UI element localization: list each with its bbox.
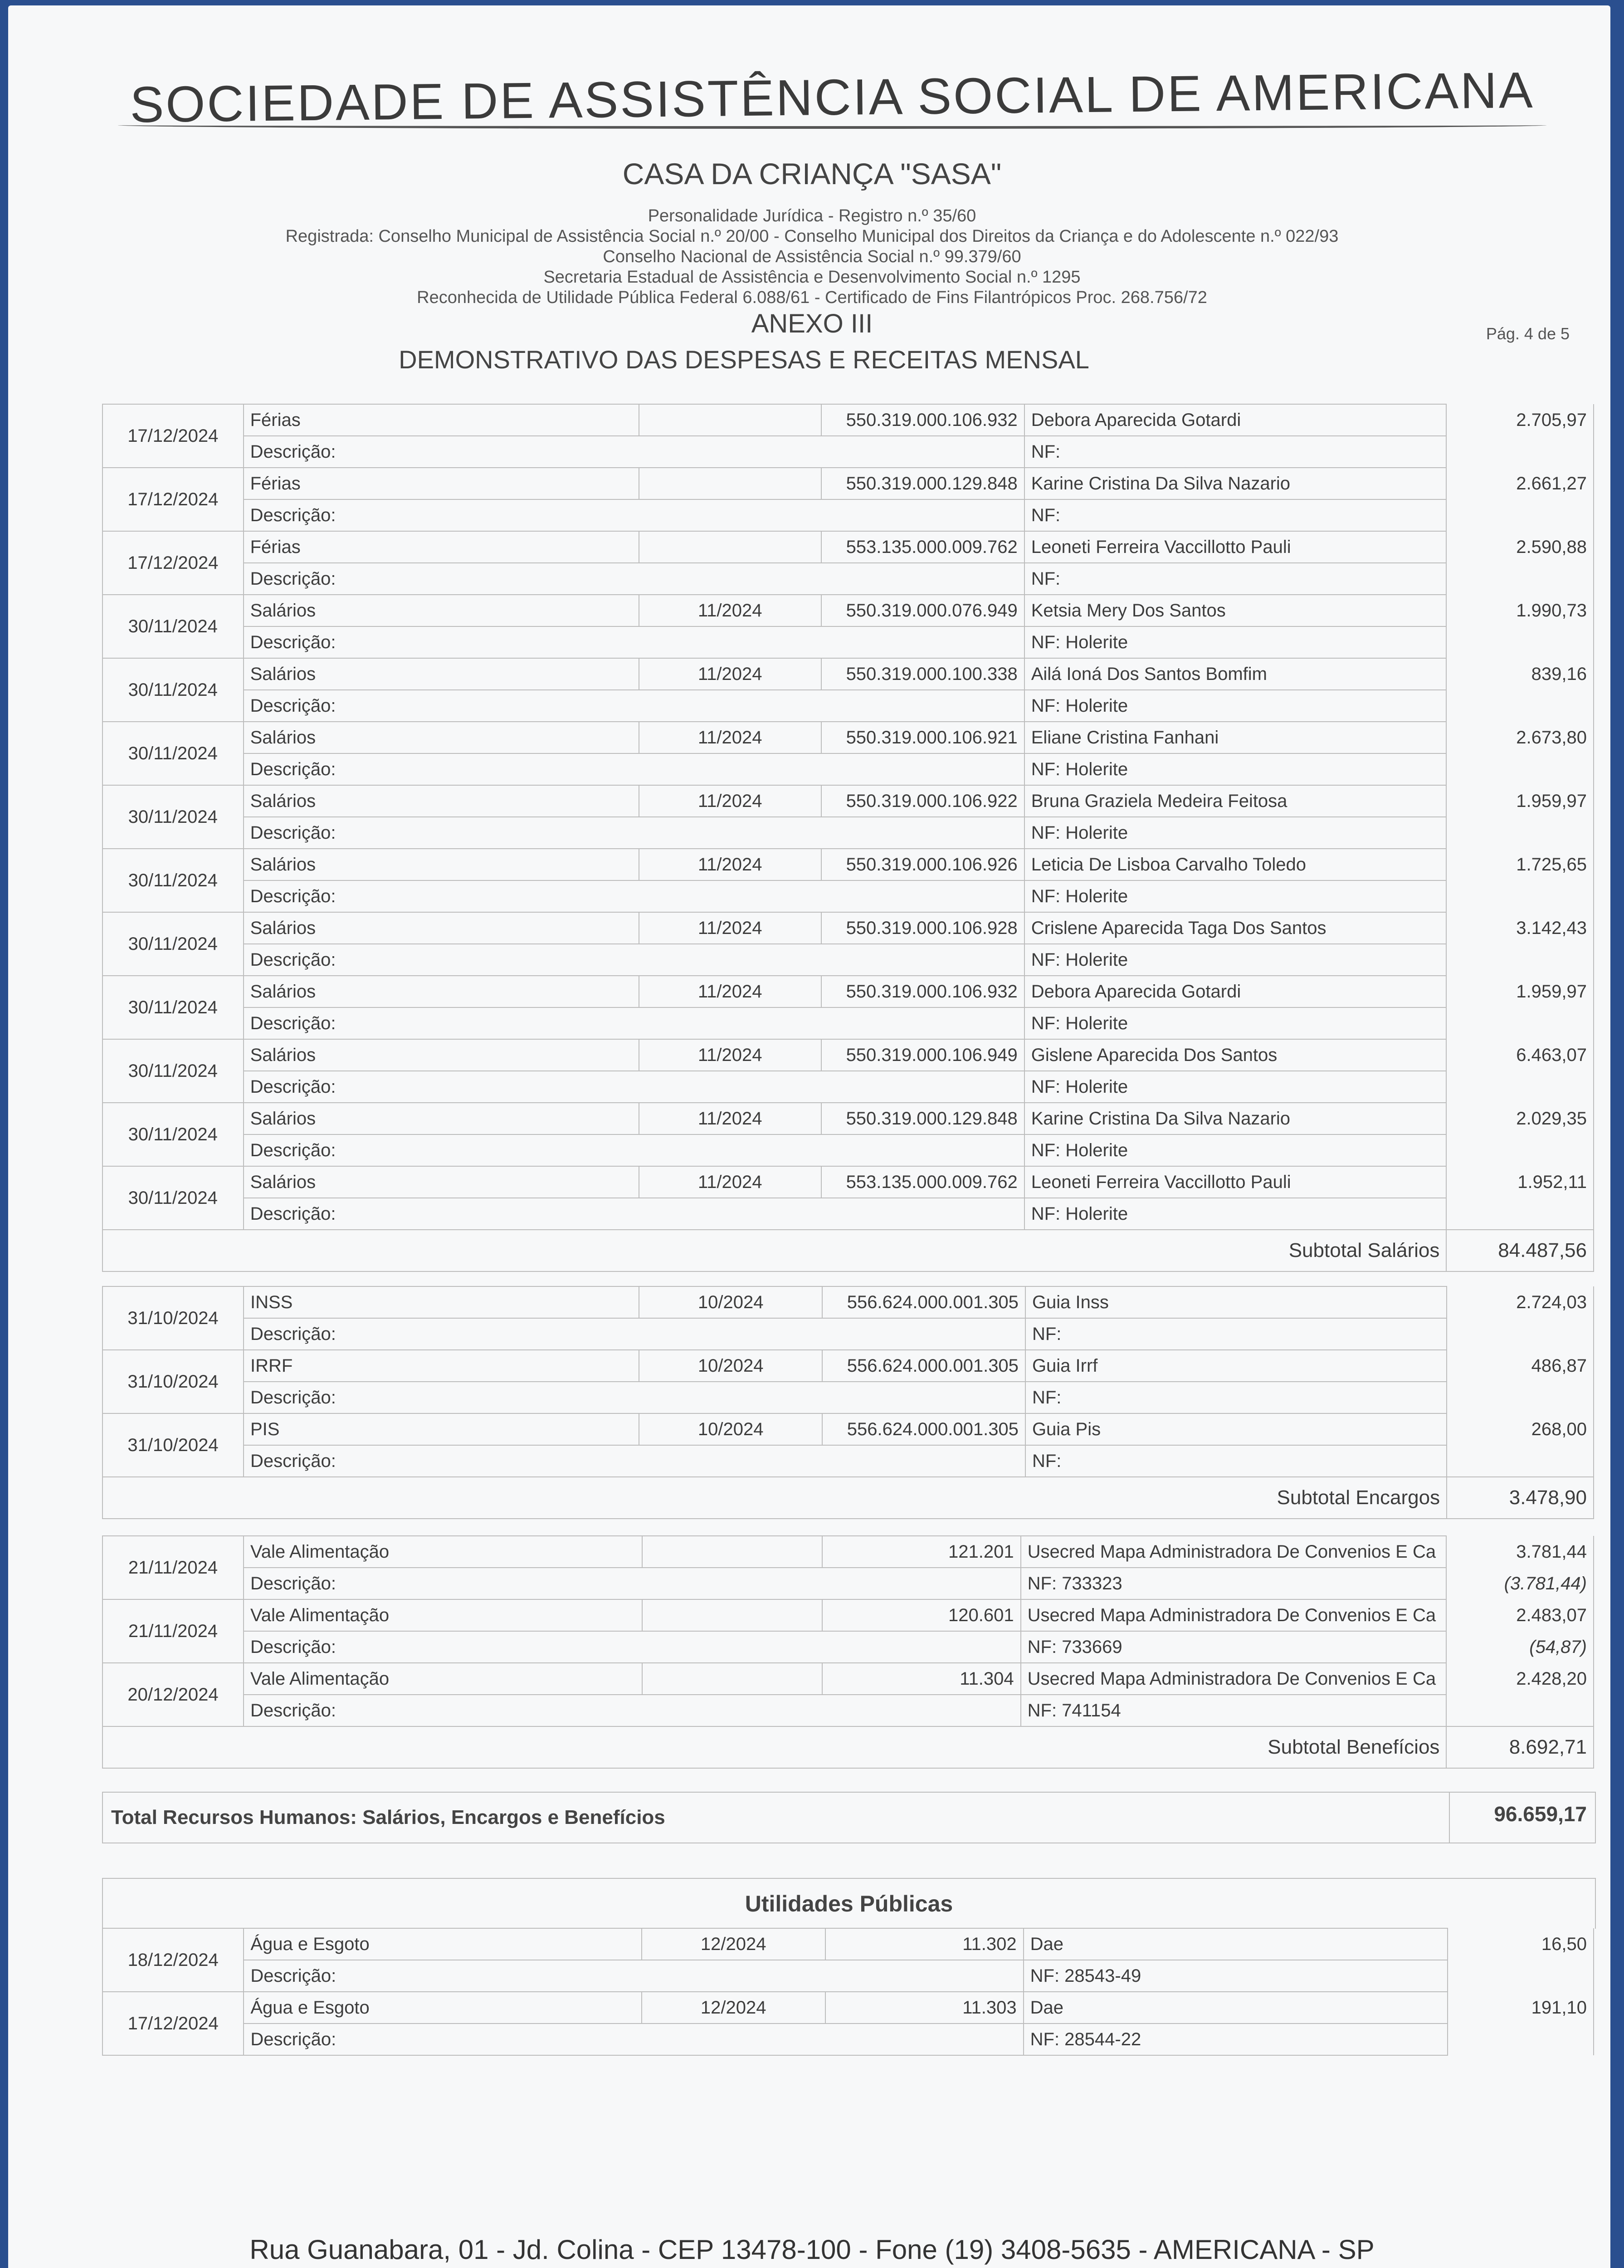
row-nf: NF: Holerite <box>1024 1007 1447 1039</box>
row-document: 550.319.000.106.932 <box>821 404 1024 436</box>
row-category: Salários <box>244 658 639 690</box>
row-adjustment <box>1446 436 1594 468</box>
row-descricao-label: Descrição: <box>244 1568 1021 1599</box>
table-row <box>102 785 1594 817</box>
table-row <box>102 1286 1594 1318</box>
row-adjustment <box>1446 880 1594 912</box>
organization-name: SOCIEDADE DE ASSISTÊNCIA SOCIAL DE AMERICANA <box>129 61 1535 133</box>
utilidades-title: Utilidades Públicas <box>102 1878 1596 1929</box>
row-adjustment <box>1447 1318 1594 1350</box>
row-competencia <box>639 531 821 563</box>
row-value: 839,16 <box>1446 658 1594 690</box>
table-row-detail <box>102 880 1594 912</box>
row-date: 17/12/2024 <box>102 468 244 531</box>
salarios-table <box>102 404 1594 1272</box>
table-row <box>102 1663 1594 1695</box>
subtotal-value: 8.692,71 <box>1446 1726 1594 1768</box>
row-date: 30/11/2024 <box>102 595 244 658</box>
row-date: 20/12/2024 <box>102 1663 244 1726</box>
table-row <box>102 1536 1594 1568</box>
table-row <box>102 976 1594 1007</box>
row-category: Salários <box>244 1039 639 1071</box>
footer-address: Rua Guanabara, 01 - Jd. Colina - CEP 13478-100 - Fone (19) 3408-5635 - AMERICANA - SP <box>249 2234 1375 2265</box>
row-category: PIS <box>244 1413 639 1445</box>
row-nf: NF: Holerite <box>1024 626 1447 658</box>
row-adjustment: (3.781,44) <box>1446 1568 1594 1599</box>
row-nf: NF: <box>1025 1382 1447 1413</box>
row-adjustment <box>1447 1382 1594 1413</box>
row-competencia: 11/2024 <box>639 1039 821 1071</box>
table-row-detail <box>102 499 1594 531</box>
row-category: Salários <box>244 1166 639 1198</box>
row-adjustment <box>1446 1695 1594 1726</box>
table-row-detail <box>102 1198 1594 1230</box>
row-document: 550.319.000.129.848 <box>821 1103 1024 1134</box>
row-category: Vale Alimentação <box>244 1536 642 1568</box>
table-row <box>102 595 1594 626</box>
row-descricao-label: Descrição: <box>244 880 1024 912</box>
table-row-detail <box>102 1960 1594 1992</box>
row-nf: NF: 28544-22 <box>1024 2024 1448 2055</box>
table-row <box>102 1350 1594 1382</box>
casa-title: CASA DA CRIANÇA "SASA" <box>622 157 1002 191</box>
row-category: Férias <box>244 468 639 499</box>
subtotal-label: Subtotal Benefícios <box>102 1726 1446 1768</box>
row-descricao-label: Descrição: <box>244 563 1024 595</box>
row-document: 550.319.000.129.848 <box>821 468 1024 499</box>
row-adjustment <box>1446 626 1594 658</box>
row-name: Usecred Mapa Administradora De Convenios E Ca <box>1021 1663 1447 1695</box>
total-value: 96.659,17 <box>1494 1802 1587 1826</box>
row-nf: NF: Holerite <box>1024 690 1447 722</box>
row-date: 30/11/2024 <box>102 785 244 849</box>
row-descricao-label: Descrição: <box>244 1382 1025 1413</box>
row-document: 120.601 <box>822 1599 1020 1631</box>
row-date: 21/11/2024 <box>102 1536 244 1599</box>
row-document: 550.319.000.106.949 <box>821 1039 1024 1071</box>
row-category: Salários <box>244 785 639 817</box>
row-value: 16,50 <box>1448 1928 1594 1960</box>
table-row <box>102 722 1594 753</box>
row-nf: NF: Holerite <box>1024 944 1447 976</box>
row-category: Água e Esgoto <box>244 1928 642 1960</box>
row-competencia: 11/2024 <box>639 722 821 753</box>
row-value: 2.590,88 <box>1446 531 1594 563</box>
row-descricao-label: Descrição: <box>244 1631 1021 1663</box>
row-nf: NF: <box>1024 563 1447 595</box>
row-name: Crislene Aparecida Taga Dos Santos <box>1024 912 1447 944</box>
subtotal-label: Subtotal Encargos <box>102 1477 1447 1519</box>
row-competencia: 11/2024 <box>639 976 821 1007</box>
row-adjustment <box>1446 499 1594 531</box>
row-competencia: 11/2024 <box>639 785 821 817</box>
table-row-detail <box>102 1134 1594 1166</box>
table-row <box>102 1992 1594 2024</box>
row-name: Leticia De Lisboa Carvalho Toledo <box>1024 849 1447 880</box>
row-competencia: 11/2024 <box>639 658 821 690</box>
row-value: 486,87 <box>1447 1350 1594 1382</box>
row-nf: NF: <box>1025 1318 1447 1350</box>
table-row-detail <box>102 1382 1594 1413</box>
table-row-detail <box>102 1631 1594 1663</box>
row-adjustment <box>1446 817 1594 849</box>
row-value: 2.673,80 <box>1446 722 1594 753</box>
row-descricao-label: Descrição: <box>244 1134 1024 1166</box>
table-row-detail <box>102 944 1594 976</box>
row-competencia: 12/2024 <box>642 1992 825 2024</box>
row-name: Karine Cristina Da Silva Nazario <box>1024 1103 1447 1134</box>
table-row <box>102 468 1594 499</box>
row-date: 17/12/2024 <box>102 531 244 595</box>
row-nf: NF: 28543-49 <box>1024 1960 1448 1992</box>
row-document: 121.201 <box>822 1536 1020 1568</box>
row-category: Salários <box>244 912 639 944</box>
table-row-detail <box>102 1445 1594 1477</box>
row-competencia <box>642 1599 822 1631</box>
row-competencia <box>639 468 821 499</box>
table-row-detail <box>102 1695 1594 1726</box>
table-row-detail <box>102 1318 1594 1350</box>
table-row-detail <box>102 563 1594 595</box>
row-name: Eliane Cristina Fanhani <box>1024 722 1447 753</box>
row-nf: NF: Holerite <box>1024 817 1447 849</box>
row-date: 31/10/2024 <box>102 1350 244 1413</box>
row-date: 17/12/2024 <box>102 1992 244 2055</box>
row-name: Leoneti Ferreira Vaccillotto Pauli <box>1024 531 1447 563</box>
table-row-detail <box>102 690 1594 722</box>
row-document: 553.135.000.009.762 <box>821 531 1024 563</box>
row-adjustment <box>1448 1960 1594 1992</box>
row-nf: NF: Holerite <box>1024 880 1447 912</box>
header-line-registrada: Registrada: Conselho Municipal de Assistência Social n.º 20/00 - Conselho Municipal dos Direitos da Criança e do Adolescente n.º 022/93 <box>285 227 1339 246</box>
row-competencia: 11/2024 <box>639 849 821 880</box>
header-line-cnas: Conselho Nacional de Assistência Social n.º 99.379/60 <box>603 247 1021 266</box>
row-value: 1.990,73 <box>1446 595 1594 626</box>
row-date: 31/10/2024 <box>102 1286 244 1350</box>
row-nf: NF: 733669 <box>1021 1631 1447 1663</box>
row-name: Usecred Mapa Administradora De Convenios E Ca <box>1021 1599 1447 1631</box>
total-divider <box>1449 1793 1450 1843</box>
row-descricao-label: Descrição: <box>244 1695 1021 1726</box>
row-date: 30/11/2024 <box>102 1039 244 1103</box>
row-document: 550.319.000.100.338 <box>821 658 1024 690</box>
row-descricao-label: Descrição: <box>244 1318 1025 1350</box>
row-name: Gislene Aparecida Dos Santos <box>1024 1039 1447 1071</box>
row-category: INSS <box>244 1286 639 1318</box>
row-value: 2.724,03 <box>1447 1286 1594 1318</box>
row-descricao-label: Descrição: <box>244 1198 1024 1230</box>
row-category: Férias <box>244 404 639 436</box>
row-document: 550.319.000.106.926 <box>821 849 1024 880</box>
row-name: Karine Cristina Da Silva Nazario <box>1024 468 1447 499</box>
row-nf: NF: Holerite <box>1024 1071 1447 1103</box>
row-adjustment <box>1446 1007 1594 1039</box>
row-name: Guia Inss <box>1025 1286 1447 1318</box>
row-value: 2.428,20 <box>1446 1663 1594 1695</box>
row-adjustment <box>1446 563 1594 595</box>
subtotal-row <box>102 1477 1594 1519</box>
row-value: 2.661,27 <box>1446 468 1594 499</box>
row-adjustment <box>1446 1198 1594 1230</box>
table-row-detail <box>102 753 1594 785</box>
row-date: 21/11/2024 <box>102 1599 244 1663</box>
row-nf: NF: Holerite <box>1024 1134 1447 1166</box>
header-line-utilidade: Reconhecida de Utilidade Pública Federal 6.088/61 - Certificado de Fins Filantrópicos Proc. 268.756/72 <box>417 288 1207 307</box>
row-value: 2.483,07 <box>1446 1599 1594 1631</box>
row-date: 31/10/2024 <box>102 1413 244 1477</box>
row-value: 1.959,97 <box>1446 976 1594 1007</box>
row-competencia <box>642 1536 822 1568</box>
row-competencia: 11/2024 <box>639 595 821 626</box>
row-competencia: 11/2024 <box>639 912 821 944</box>
row-date: 30/11/2024 <box>102 1103 244 1166</box>
row-name: Bruna Graziela Medeira Feitosa <box>1024 785 1447 817</box>
row-name: Dae <box>1024 1992 1448 2024</box>
subtotal-row <box>102 1726 1594 1768</box>
header-line-secretaria: Secretaria Estadual de Assistência e Desenvolvimento Social n.º 1295 <box>543 268 1081 287</box>
row-competencia <box>642 1663 822 1695</box>
row-date: 30/11/2024 <box>102 658 244 722</box>
subtotal-value: 3.478,90 <box>1447 1477 1594 1519</box>
row-value: 6.463,07 <box>1446 1039 1594 1071</box>
row-adjustment <box>1446 1071 1594 1103</box>
table-row <box>102 1599 1594 1631</box>
row-competencia: 12/2024 <box>642 1928 825 1960</box>
utilidades-table <box>102 1928 1594 2056</box>
header-line-registro: Personalidade Jurídica - Registro n.º 35/60 <box>648 206 976 225</box>
table-row-detail <box>102 2024 1594 2055</box>
row-name: Guia Irrf <box>1025 1350 1447 1382</box>
row-value: 2.029,35 <box>1446 1103 1594 1134</box>
row-document: 11.304 <box>822 1663 1020 1695</box>
row-value: 2.705,97 <box>1446 404 1594 436</box>
row-document: 556.624.000.001.305 <box>822 1413 1025 1445</box>
row-nf: NF: <box>1024 436 1447 468</box>
row-descricao-label: Descrição: <box>244 753 1024 785</box>
row-nf: NF: 733323 <box>1021 1568 1447 1599</box>
row-nf: NF: Holerite <box>1024 753 1447 785</box>
total-label: Total Recursos Humanos: Salários, Encargos e Benefícios <box>111 1806 665 1828</box>
row-category: Salários <box>244 722 639 753</box>
row-nf: NF: <box>1025 1445 1447 1477</box>
row-descricao-label: Descrição: <box>244 1445 1025 1477</box>
page-number: Pág. 4 de 5 <box>1486 324 1570 343</box>
row-adjustment <box>1446 1134 1594 1166</box>
total-recursos-humanos <box>102 1792 1596 1843</box>
table-row-detail <box>102 1568 1594 1599</box>
row-nf: NF: Holerite <box>1024 1198 1447 1230</box>
row-date: 30/11/2024 <box>102 849 244 912</box>
row-document: 11.303 <box>825 1992 1024 2024</box>
table-row <box>102 1166 1594 1198</box>
row-descricao-label: Descrição: <box>244 690 1024 722</box>
row-descricao-label: Descrição: <box>244 944 1024 976</box>
row-date: 30/11/2024 <box>102 976 244 1039</box>
row-descricao-label: Descrição: <box>244 817 1024 849</box>
table-row <box>102 658 1594 690</box>
row-category: Água e Esgoto <box>244 1992 642 2024</box>
row-descricao-label: Descrição: <box>244 1071 1024 1103</box>
subtotal-label: Subtotal Salários <box>102 1230 1446 1271</box>
row-name: Guia Pis <box>1025 1413 1447 1445</box>
row-nf: NF: 741154 <box>1021 1695 1447 1726</box>
row-name: Dae <box>1024 1928 1448 1960</box>
row-category: IRRF <box>244 1350 639 1382</box>
row-descricao-label: Descrição: <box>244 1007 1024 1039</box>
row-date: 30/11/2024 <box>102 1166 244 1230</box>
row-descricao-label: Descrição: <box>244 436 1024 468</box>
document-title: DEMONSTRATIVO DAS DESPESAS E RECEITAS MENSAL <box>399 345 1089 374</box>
table-row <box>102 912 1594 944</box>
table-row <box>102 1413 1594 1445</box>
table-row-detail <box>102 817 1594 849</box>
row-date: 30/11/2024 <box>102 722 244 785</box>
row-adjustment: (54,87) <box>1446 1631 1594 1663</box>
row-competencia: 11/2024 <box>639 1103 821 1134</box>
table-row-detail <box>102 436 1594 468</box>
row-descricao-label: Descrição: <box>244 2024 1023 2055</box>
row-name: Ketsia Mery Dos Santos <box>1024 595 1447 626</box>
row-document: 11.302 <box>825 1928 1024 1960</box>
row-document: 556.624.000.001.305 <box>822 1350 1025 1382</box>
row-category: Férias <box>244 531 639 563</box>
row-competencia <box>639 404 821 436</box>
row-name: Usecred Mapa Administradora De Convenios E Ca <box>1021 1536 1447 1568</box>
anexo-title: ANEXO III <box>751 309 873 338</box>
row-date: 18/12/2024 <box>102 1928 244 1992</box>
row-name: Leoneti Ferreira Vaccillotto Pauli <box>1024 1166 1447 1198</box>
organization-underline <box>118 122 1546 129</box>
row-name: Debora Aparecida Gotardi <box>1024 976 1447 1007</box>
row-document: 550.319.000.106.932 <box>821 976 1024 1007</box>
row-value: 268,00 <box>1447 1413 1594 1445</box>
row-adjustment <box>1447 1445 1594 1477</box>
row-competencia: 11/2024 <box>639 1166 821 1198</box>
row-category: Salários <box>244 849 639 880</box>
row-name: Debora Aparecida Gotardi <box>1024 404 1447 436</box>
row-descricao-label: Descrição: <box>244 499 1024 531</box>
row-name: Ailá Ioná Dos Santos Bomfim <box>1024 658 1447 690</box>
beneficios-table <box>102 1535 1594 1769</box>
table-row-detail <box>102 1007 1594 1039</box>
row-value: 1.952,11 <box>1446 1166 1594 1198</box>
row-adjustment <box>1446 690 1594 722</box>
row-document: 550.319.000.076.949 <box>821 595 1024 626</box>
row-document: 556.624.000.001.305 <box>822 1286 1025 1318</box>
row-descricao-label: Descrição: <box>244 1960 1023 1992</box>
row-descricao-label: Descrição: <box>244 626 1024 658</box>
table-row <box>102 531 1594 563</box>
table-row <box>102 1928 1594 1960</box>
row-competencia: 10/2024 <box>639 1413 822 1445</box>
table-row-detail <box>102 1071 1594 1103</box>
subtotal-value: 84.487,56 <box>1446 1230 1594 1271</box>
row-category: Salários <box>244 595 639 626</box>
row-document: 550.319.000.106.921 <box>821 722 1024 753</box>
table-row <box>102 1039 1594 1071</box>
table-row-detail <box>102 626 1594 658</box>
row-document: 550.319.000.106.922 <box>821 785 1024 817</box>
encargos-table <box>102 1286 1594 1519</box>
row-value: 191,10 <box>1448 1992 1594 2024</box>
row-value: 3.781,44 <box>1446 1536 1594 1568</box>
row-date: 17/12/2024 <box>102 404 244 468</box>
table-row <box>102 404 1594 436</box>
row-category: Vale Alimentação <box>244 1599 642 1631</box>
row-document: 550.319.000.106.928 <box>821 912 1024 944</box>
row-date: 30/11/2024 <box>102 912 244 976</box>
row-adjustment <box>1446 753 1594 785</box>
row-category: Vale Alimentação <box>244 1663 642 1695</box>
row-value: 1.725,65 <box>1446 849 1594 880</box>
subtotal-row <box>102 1230 1594 1271</box>
row-value: 1.959,97 <box>1446 785 1594 817</box>
table-row <box>102 1103 1594 1134</box>
row-category: Salários <box>244 1103 639 1134</box>
row-document: 553.135.000.009.762 <box>821 1166 1024 1198</box>
row-competencia: 10/2024 <box>639 1286 822 1318</box>
row-competencia: 10/2024 <box>639 1350 822 1382</box>
table-row <box>102 849 1594 880</box>
row-value: 3.142,43 <box>1446 912 1594 944</box>
row-adjustment <box>1448 2024 1594 2055</box>
row-adjustment <box>1446 944 1594 976</box>
row-category: Salários <box>244 976 639 1007</box>
row-nf: NF: <box>1024 499 1447 531</box>
